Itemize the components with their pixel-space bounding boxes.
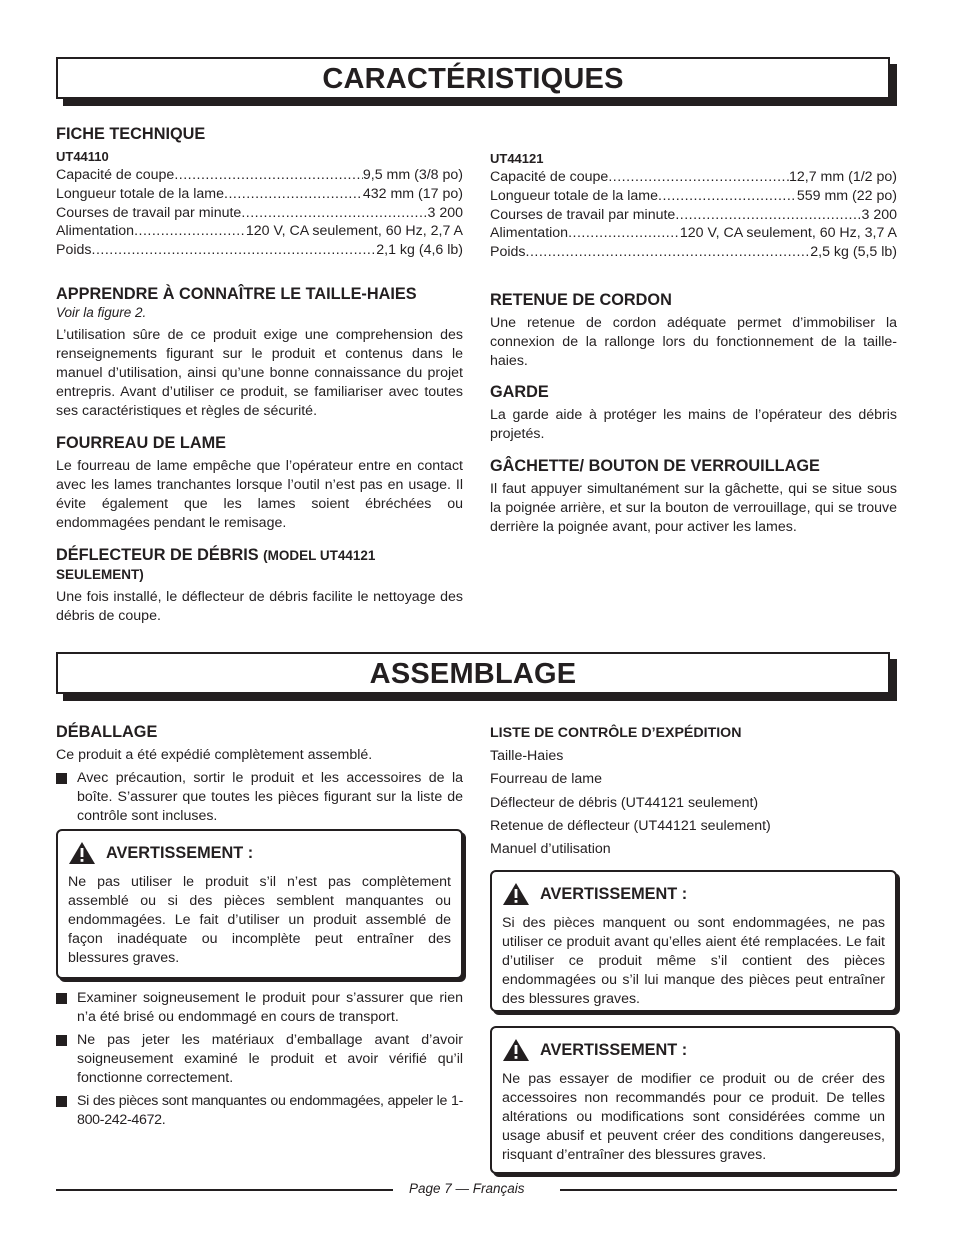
warning-triangle-icon xyxy=(502,882,530,906)
bullet-item: Ne pas jeter les matériaux d’emballage avant d’avoir soigneusement examiné le produit et avoir vérifié qu’il fonctionne correctement. xyxy=(56,1031,463,1088)
assembly-banner xyxy=(56,652,890,694)
warning-title: AVERTISSEMENT : xyxy=(540,884,688,903)
deflector-heading-sub: SEULEMENT) xyxy=(56,567,144,582)
bullet-square-icon xyxy=(56,773,67,784)
warning-body: Ne pas utiliser le produit s’il n’est pas complètement assemblé ou si des pièces semblent manquantes ou endommagées. Le fait d’utiliser un produit assemblé de façon inadéquate ou incomplète peut entraîner des blessures graves. xyxy=(68,874,451,966)
warning-triangle-icon xyxy=(502,1038,530,1062)
characteristics-title: CARACTÉRISTIQUES xyxy=(322,63,624,95)
warning-box-1 xyxy=(56,829,463,979)
model-name: UT44110 xyxy=(56,149,109,164)
deflector-heading: DÉFLECTEUR DE DÉBRIS (MODEL UT44121 xyxy=(56,546,376,564)
bullet-square-icon xyxy=(56,993,67,1004)
cord-heading: RETENUE DE CORDON xyxy=(490,291,672,309)
spec-row: Poids ..... 2,5 kg (5,5 lb) xyxy=(490,243,897,262)
right-sections xyxy=(490,290,897,537)
warning-box-3 xyxy=(490,1026,897,1174)
learn-heading: APPRENDRE À CONNAÎTRE LE TAILLE-HAIES xyxy=(56,285,417,303)
specs-left xyxy=(56,124,463,260)
page-footer: Page 7 — Français xyxy=(409,1181,525,1196)
assembly-title: ASSEMBLAGE xyxy=(369,658,577,690)
warning-triangle-icon xyxy=(68,841,96,865)
unpacking-more xyxy=(56,988,463,1130)
trigger-heading: GÂCHETTE/ BOUTON DE VERROUILLAGE xyxy=(490,457,820,475)
bullet-square-icon xyxy=(56,1096,67,1107)
spec-row: Poids ..... 2,1 kg (4,6 lb) xyxy=(56,241,463,260)
spec-row: Longueur totale de la lame ..... 559 mm (22 po) xyxy=(490,187,897,206)
specs-heading: FICHE TECHNIQUE xyxy=(56,125,206,143)
warning-body: Si des pièces manquent ou sont endommagées, ne pas utiliser ce produit avant qu’elles aient été remplacées. Le fait d’utiliser ce produit même s’il contient des pièces endommagées ou s’il lui manque des pièces peut entraîner des blessures graves. xyxy=(502,915,885,1007)
sheath-body: Le fourreau de lame empêche que l’opérateur entre en contact avec les lames tranchantes lorsque l’outil n’est pas en usage. Il évite également que les lames soient ébréchées ou endommagées pendant le remisage. xyxy=(56,458,463,531)
trigger-body: Il faut appuyer simultanément sur la gâchette, qui se situe sous la poignée arrière, et sur la bouton de verrouillage, qui se trouve derrière la poignée avant, pour activer les lames. xyxy=(490,481,897,535)
unpacking-section xyxy=(56,722,463,826)
characteristics-banner xyxy=(56,57,890,99)
left-sections xyxy=(56,284,463,626)
spec-row: Courses de travail par minute ..... 3 200 xyxy=(490,206,897,225)
checklist-item: Taille-Haies xyxy=(490,748,564,765)
sheath-heading: FOURREAU DE LAME xyxy=(56,434,227,452)
warning-title: AVERTISSEMENT : xyxy=(106,843,254,862)
warning-body: Ne pas essayer de modifier ce produit ou de créer des accessoires non recommandés pour ce produit. De telles altérations ou modifications sont considérées comme un usage abusif et peuvent créer des conditions dangereuses, risquant d’entraîner des blessures graves. xyxy=(502,1071,885,1163)
unpacking-heading: DÉBALLAGE xyxy=(56,723,158,741)
spec-row: Capacité de coupe ..... 12,7 mm (1/2 po) xyxy=(490,168,897,187)
deflector-body: Une fois installé, le déflecteur de débris facilite le nettoyage des débris de coupe. xyxy=(56,589,463,624)
spec-row: Alimentation ..... 120 V, CA seulement, 60 Hz, 2,7 A xyxy=(56,222,463,241)
specs-right xyxy=(490,150,897,262)
bullet-item: Si des pièces sont manquantes ou endommagées, appeler le 1-800-242-4672. xyxy=(56,1092,463,1130)
spec-row: Alimentation ..... 120 V, CA seulement, 60 Hz, 3,7 A xyxy=(490,224,897,243)
checklist-item: Manuel d’utilisation xyxy=(490,841,611,858)
footer-rule-left xyxy=(56,1189,393,1191)
unpacking-intro: Ce produit a été expédié complètement assemblé. xyxy=(56,747,373,763)
warning-box-2 xyxy=(490,870,897,1012)
checklist-item: Déflecteur de débris (UT44121 seulement) xyxy=(490,794,759,811)
guard-body: La garde aide à protéger les mains de l’opérateur des débris projetés. xyxy=(490,407,897,442)
warning-title: AVERTISSEMENT : xyxy=(540,1040,688,1059)
spec-row: Capacité de coupe ..... 9,5 mm (3/8 po) xyxy=(56,166,463,185)
figure-reference: Voir la figure 2. xyxy=(56,305,147,320)
checklist-item: Retenue de déflecteur (UT44121 seulement) xyxy=(490,817,771,834)
bullet-item: Examiner soigneusement le produit pour s’assurer que rien n’a été brisé ou endommagé en cours de transport. xyxy=(56,989,463,1027)
guard-heading: GARDE xyxy=(490,383,549,401)
model-name: UT44121 xyxy=(490,151,544,166)
cord-body: Une retenue de cordon adéquate permet d’immobiliser la connexion de la rallonge lors du fonctionnement de la taille-haies. xyxy=(490,315,897,369)
bullet-square-icon xyxy=(56,1035,67,1046)
checklist-section xyxy=(490,722,897,861)
checklist-heading: LISTE DE CONTRÔLE D’EXPÉDITION xyxy=(490,725,742,741)
footer-rule-right xyxy=(560,1189,897,1191)
spec-row: Courses de travail par minute ..... 3 200 xyxy=(56,204,463,223)
spec-row: Longueur totale de la lame ..... 432 mm (17 po) xyxy=(56,185,463,204)
checklist-item: Fourreau de lame xyxy=(490,771,602,788)
bullet-item: Avec précaution, sortir le produit et les accessoires de la boîte. S’assurer que toutes les pièces figurant sur la liste de contrôle sont incluses. xyxy=(56,769,463,826)
learn-body: L’utilisation sûre de ce produit exige une comprehension des renseignements figurant sur le produit et contenus dans le manuel d’utilisation, ainsi qu’une bonne connaissance du projet entrepris. Avant d’utiliser ce produit, se familiariser avec toutes ses caractéristiques et règles de sécurité. xyxy=(56,327,463,419)
